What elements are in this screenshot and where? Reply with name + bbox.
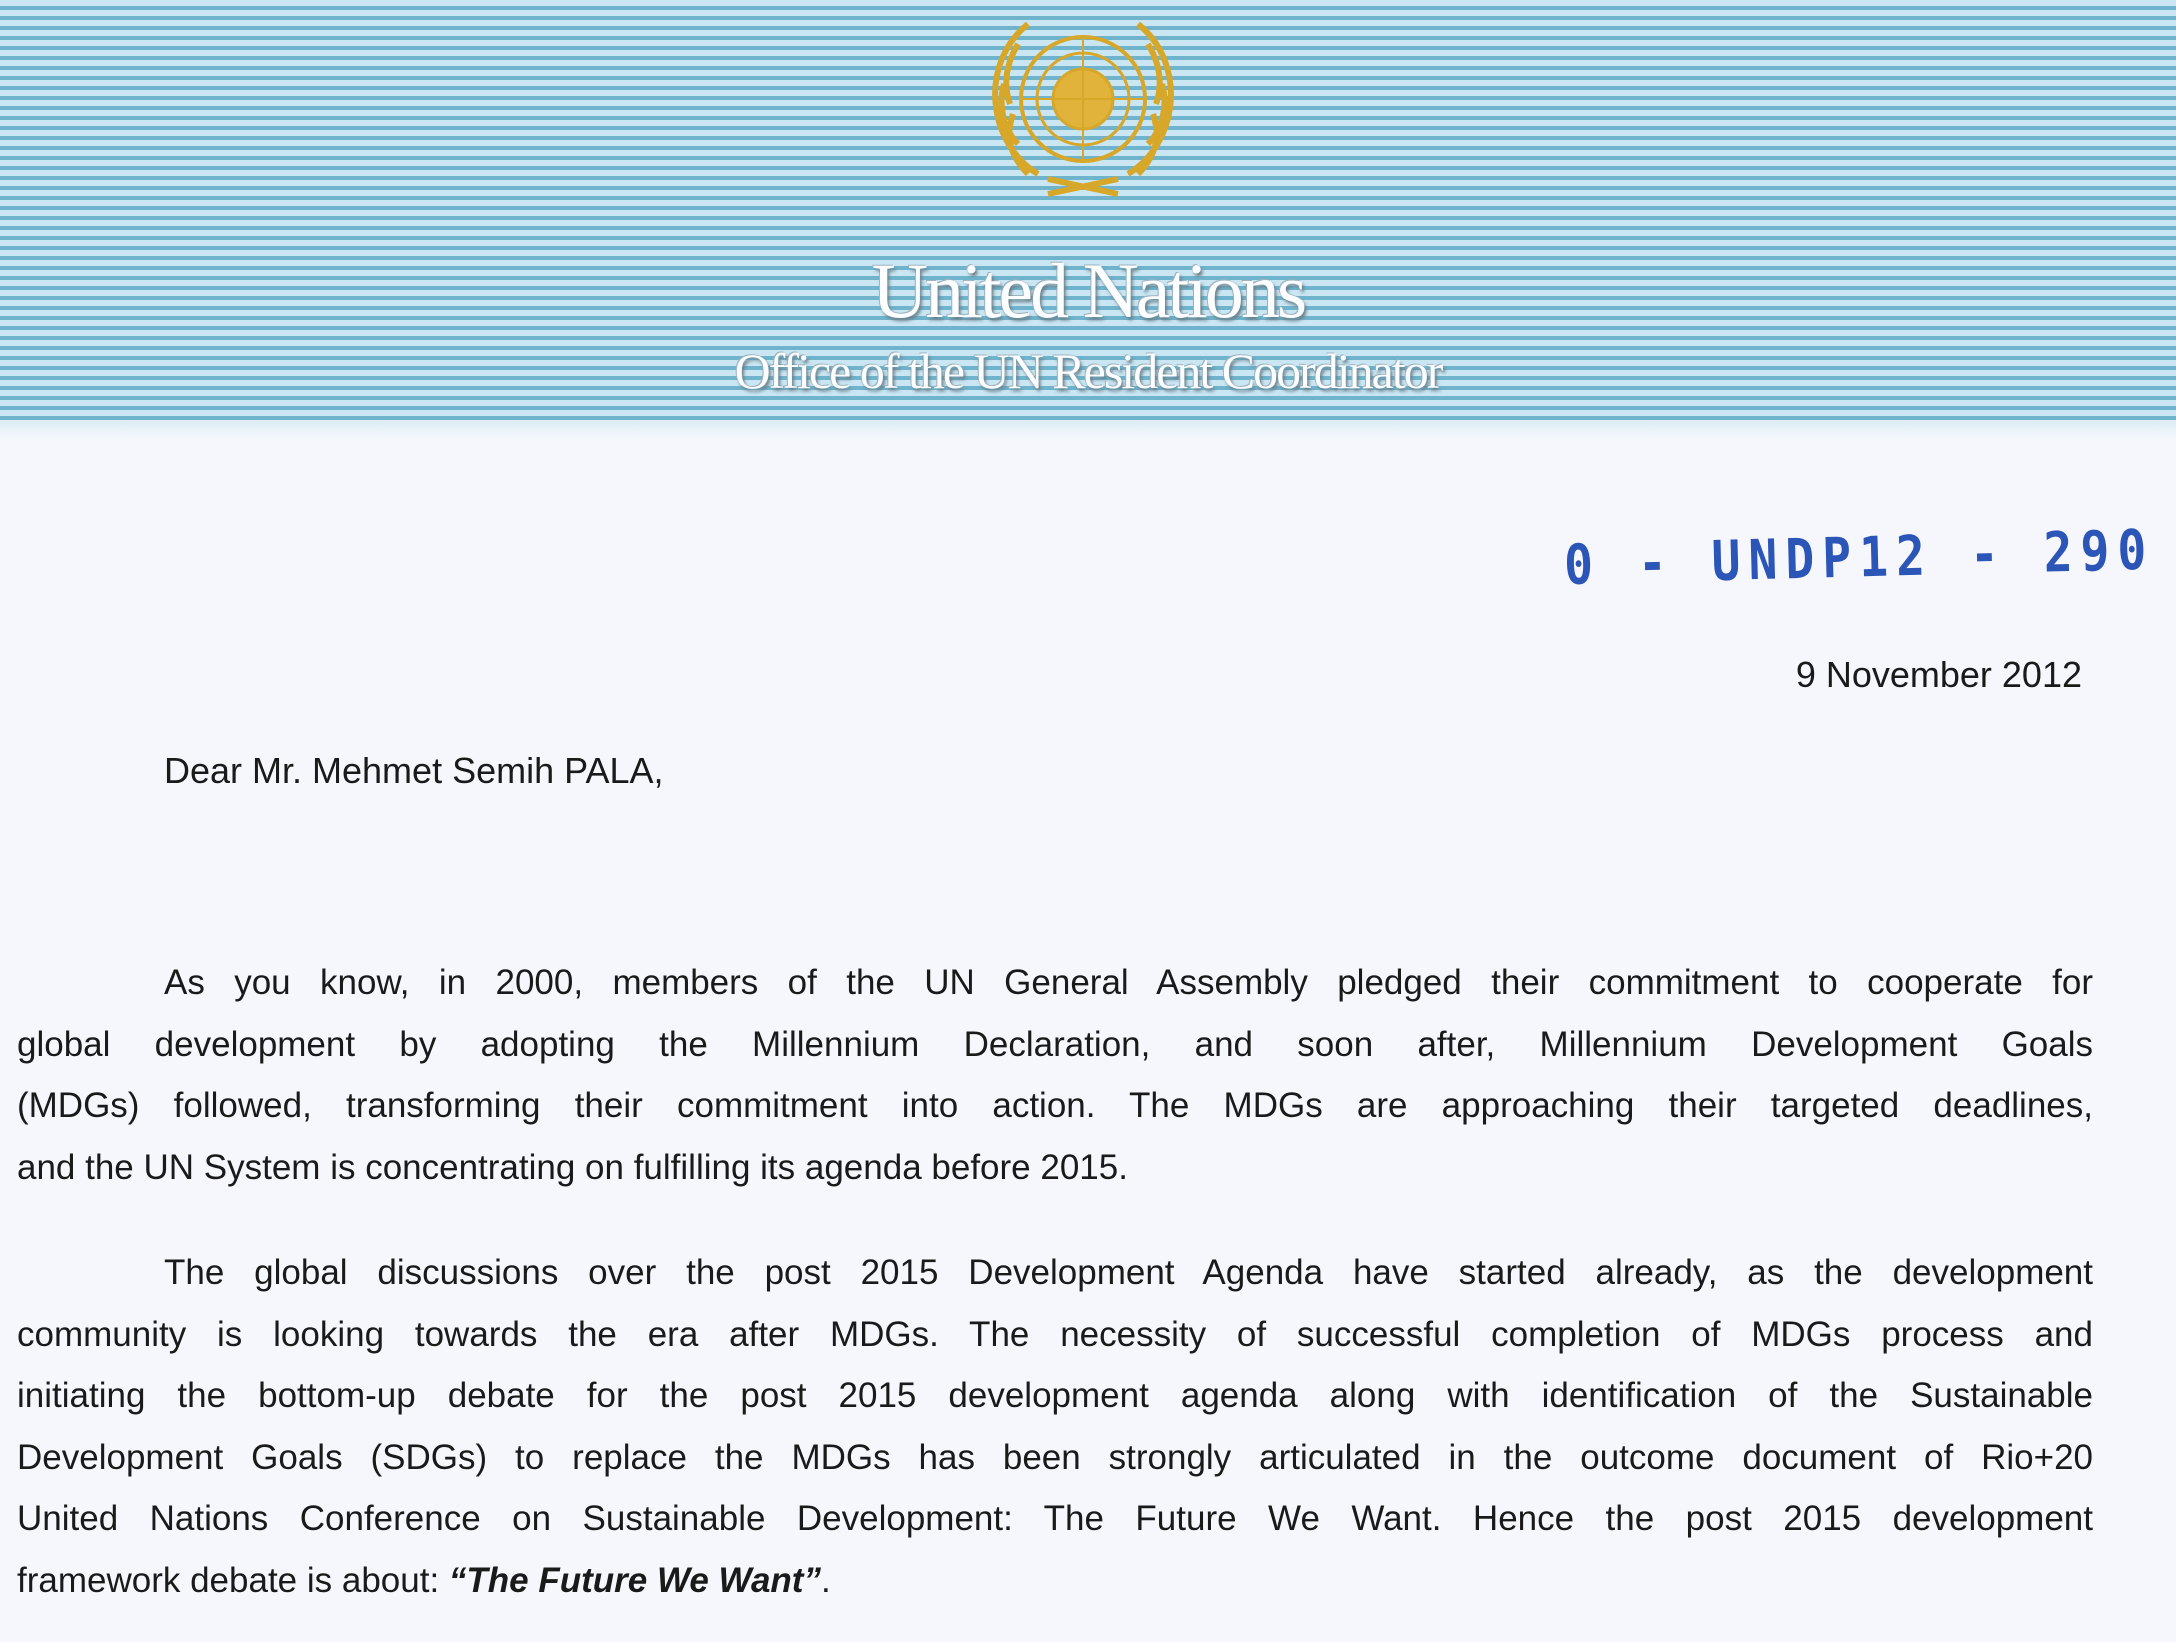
reference-stamp: 0 - UNDP12 - 290	[1562, 518, 2155, 598]
text-line-final	[17, 1550, 2093, 1612]
office-name: Office of the UN Resident Coordinator	[734, 343, 1442, 399]
text-line: and the UN System is concentrating on fulfilling its agenda before 2015.	[17, 1147, 1128, 1187]
band-fade	[0, 420, 2176, 440]
text-line: Development Goals (SDGs) to replace the MDGs has been strongly articulated in the outcome document of Rio+20	[17, 1437, 2093, 1477]
text-suffix: .	[820, 1560, 831, 1600]
paragraph-1	[17, 952, 2093, 1198]
text-line: initiating the bottom-up debate for the post 2015 development agenda along with identification of the Sustainable	[17, 1376, 2093, 1415]
text-line: global development by adopting the Millennium Declaration, and soon after, Millennium Development Goals	[17, 1024, 2093, 1064]
org-name: United Nations	[871, 247, 1305, 334]
text-prefix: framework debate is about:	[17, 1560, 449, 1600]
text-line: United Nations Conference on Sustainable Development: The Future We Want. Hence the post 2015 development	[17, 1499, 2093, 1538]
text-line: The global discussions over the post 2015 Development Agenda have started already, as the development	[164, 1253, 2093, 1292]
text-line: As you know, in 2000, members of the UN General Assembly pledged their commitment to cooperate for	[164, 963, 2093, 1002]
emphasis-title: “The Future We Want”	[448, 1560, 821, 1600]
paragraph-2	[17, 1242, 2093, 1611]
text-line: (MDGs) followed, transforming their commitment into action. The MDGs are approaching their targeted deadlines,	[17, 1086, 2093, 1125]
un-emblem-icon	[968, 4, 1198, 199]
letter-date: 9 November 2012	[1795, 654, 2082, 695]
text-line: community is looking towards the era after MDGs. The necessity of successful completion of MDGs process and	[17, 1314, 2093, 1354]
salutation: Dear Mr. Mehmet Semih PALA,	[164, 750, 664, 791]
